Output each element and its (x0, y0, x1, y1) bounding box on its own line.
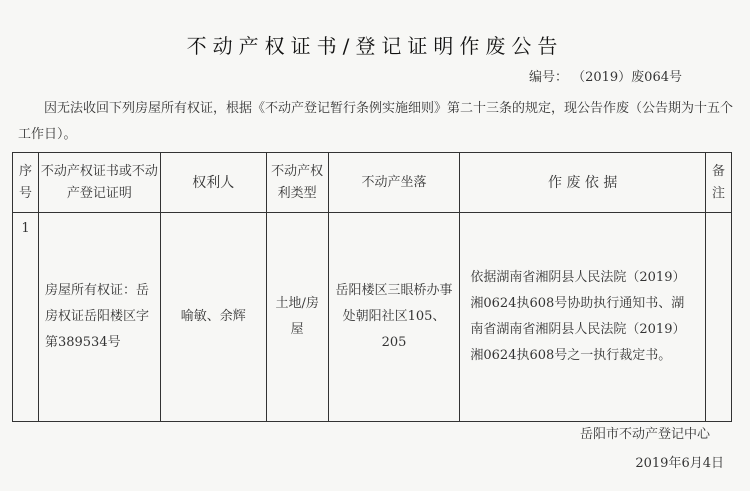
row-location: 岳阳楼区三眼桥办事处朝阳社区105、205 (328, 213, 460, 422)
header-basis: 作 废 依 据 (460, 153, 706, 213)
document-number: 编号： （2019）废064号 (528, 70, 682, 85)
row-remark (706, 213, 732, 422)
issuing-organization: 岳阳市不动产登记中心 (579, 427, 710, 442)
header-type: 不动产权利类型 (266, 153, 328, 213)
header-seq: 序号 (13, 153, 39, 213)
notice-table (12, 152, 732, 422)
row-basis: 依据湖南省湘阴县人民法院（2019）湘0624执608号协助执行通知书、湖南省湖南省湘阴县人民法院（2019）湘0624执608号之一执行裁定书。 (460, 213, 706, 422)
row-type: 土地/房屋 (266, 213, 328, 422)
header-location: 不动产坐落 (328, 153, 460, 213)
issue-date: 2019年6月4日 (635, 456, 724, 471)
header-cert: 不动产权证书或不动产登记证明 (38, 153, 160, 213)
row-holder: 喻敏、余辉 (160, 213, 266, 422)
header-holder: 权利人 (160, 153, 266, 213)
table-header-row (13, 153, 732, 213)
header-remark: 备注 (706, 153, 732, 213)
row-seq: 1 (13, 213, 39, 422)
page-title: 不动产权证书/登记证明作废公告 (186, 34, 564, 58)
table-row (13, 213, 732, 422)
notice-paragraph: 因无法收回下列房屋所有权证，根据《不动产登记暂行条例实施细则》第二十三条的规定，现公告作废（公告期为十五个工作日）。 (18, 101, 734, 142)
row-cert: 房屋所有权证：岳房权证岳阳楼区字第389534号 (38, 213, 160, 422)
